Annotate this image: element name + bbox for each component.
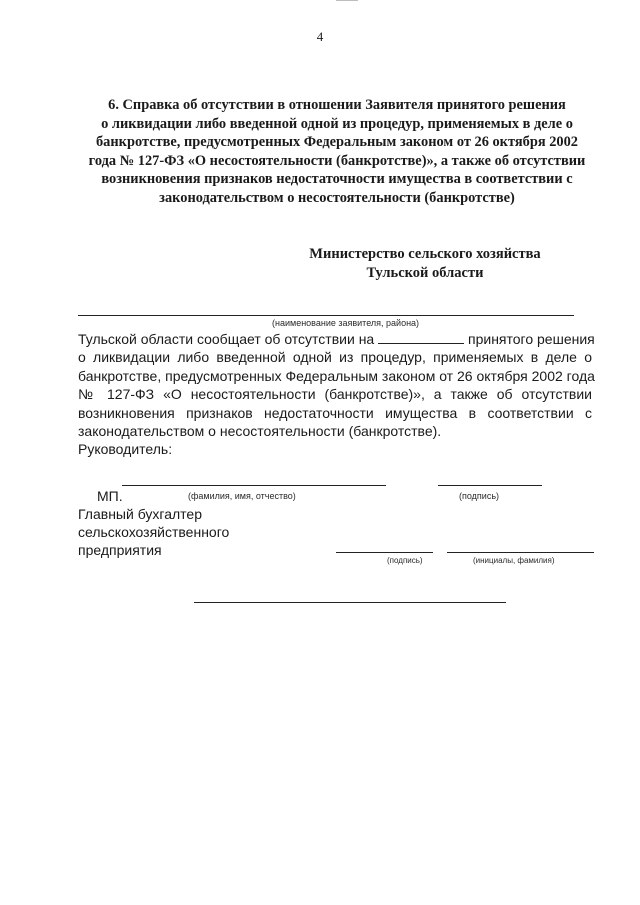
accountant-sign-line (336, 552, 433, 553)
statement-line-1 (78, 330, 595, 348)
heading-line: 6. Справка об отсутствии в отношении Заявителя принятого решения (108, 97, 566, 113)
statement-line: банкротстве, предусмотренных Федеральным законом от 26 октября 2002 года (78, 367, 595, 384)
sign-caption: (подпись) (459, 491, 500, 501)
heading-line: законодательством о несостоятельности (банкротстве) (159, 189, 515, 206)
statement-line: возникновения признаков недостаточности имущества в соответствии с (78, 404, 592, 421)
heading-line: о ликвидации либо введенной одной из процедур, применяемых в деле о (101, 115, 573, 132)
stamp-label: МП. (97, 488, 123, 504)
recipient-line: Министерство сельского хозяйства (309, 246, 541, 262)
statement-line: № 127-ФЗ «О несостоятельности (банкротстве)», а также об отсутствии (78, 386, 592, 403)
heading-line: возникновения признаков недостаточности имущества в соответствии с (101, 171, 573, 188)
accountant-label-line: Главный бухгалтер (78, 506, 202, 522)
fio-caption: (фамилия, имя, отчество) (188, 491, 296, 501)
head-label: Руководитель: (78, 441, 173, 457)
statement-line: о ликвидации либо введенной одной из процедур, применяемых в деле о (78, 349, 592, 366)
accountant-initials-caption: (инициалы, фамилия) (473, 556, 555, 565)
top-edge-mark (336, 0, 358, 3)
accountant-label-line: сельскохозяйственного (78, 524, 230, 540)
recipient-line: Тульской области (366, 265, 484, 281)
accountant-initials-line (447, 552, 594, 553)
date-blank-line (378, 331, 464, 344)
closing-rule (194, 602, 506, 603)
statement-line: законодательством о несостоятельности (банкротстве). (78, 423, 442, 440)
heading-line: года № 127-ФЗ «О несостоятельности (банкротстве)», а также об отсутствии (88, 152, 586, 169)
statement-paragraph (78, 330, 595, 440)
statement-prefix: Тульской области сообщает об отсутствии на (78, 331, 375, 347)
certificate-heading (84, 96, 590, 208)
page-number: 4 (316, 29, 324, 44)
applicant-name-line (78, 315, 574, 316)
recipient-block (300, 245, 550, 283)
head-sign-line (438, 485, 542, 486)
statement-suffix: принятого решения (468, 331, 595, 347)
head-fio-line (122, 485, 386, 486)
accountant-label-line: предприятия (78, 542, 162, 558)
heading-line: банкротстве, предусмотренных Федеральным законом от 26 октября 2002 (95, 134, 579, 151)
applicant-caption: (наименование заявителя, района) (272, 318, 420, 328)
accountant-sign-caption: (подпись) (387, 556, 423, 565)
